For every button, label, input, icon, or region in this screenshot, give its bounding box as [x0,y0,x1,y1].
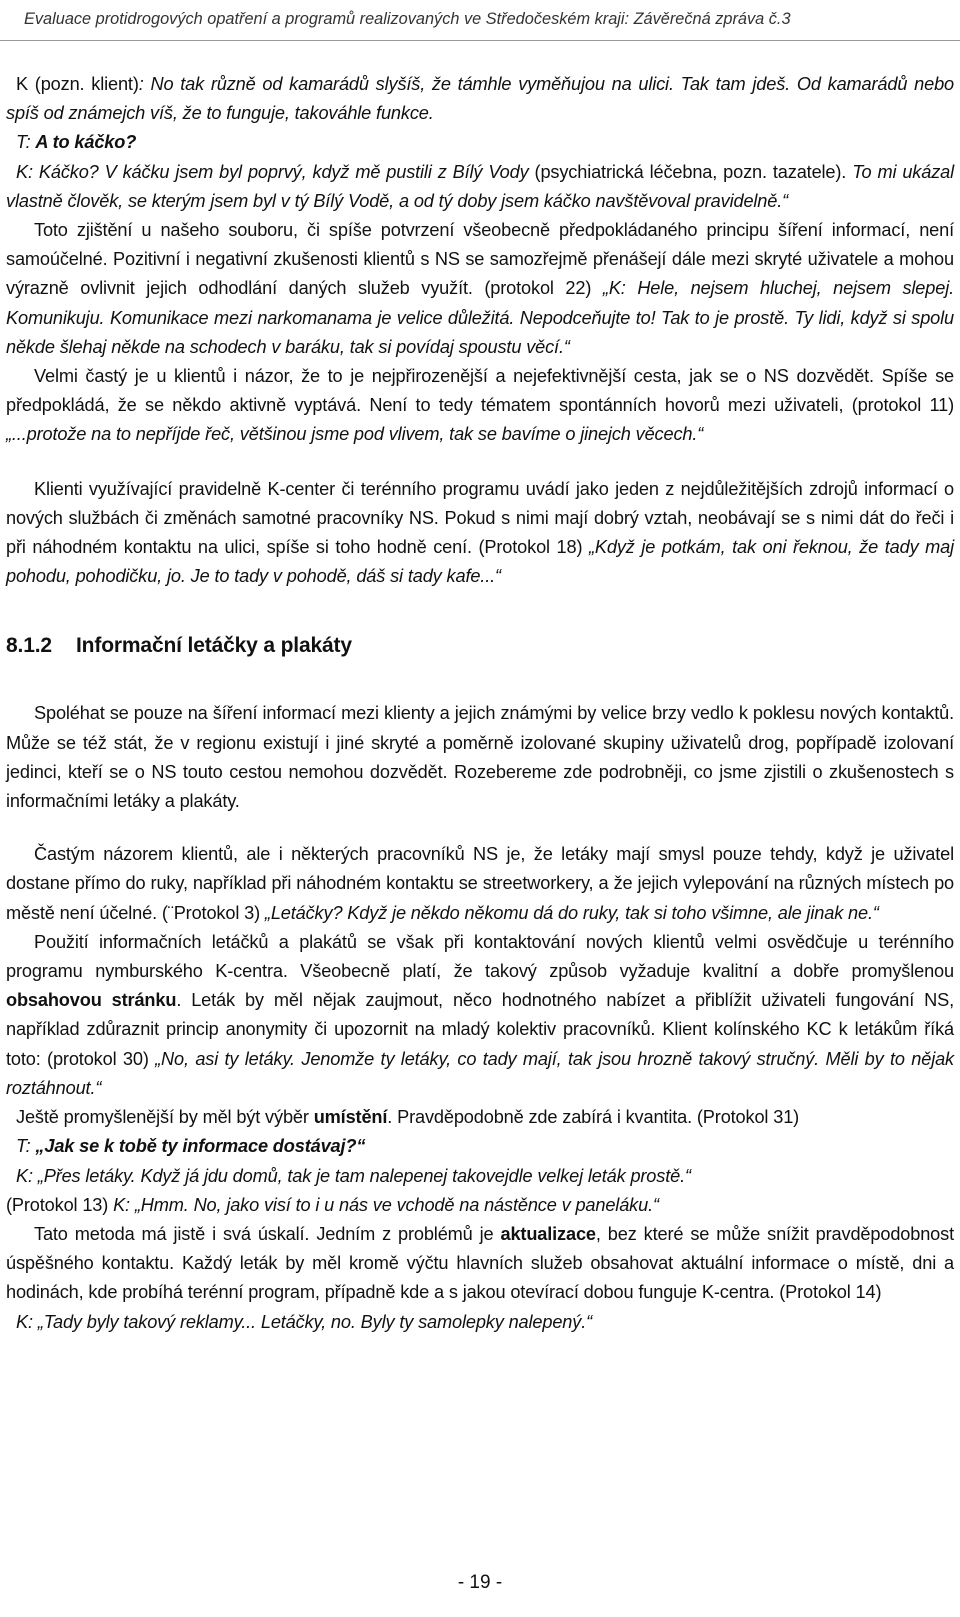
quote: K: „Hmm. No, jako visí to i u nás ve vchodě na nástěnce v paneláku.“ [113,1194,659,1215]
paragraph [6,1220,954,1308]
paragraph [6,362,954,450]
paragraph [6,1191,954,1220]
text-run: K (pozn. klient) [16,74,139,94]
emphasis: aktualizace [500,1223,596,1244]
speaker: T: [16,132,36,153]
quote: K: „Přes letáky. Když já jdu domů, tak je tam nalepenej takovejdle velkej leták prostě.“ [16,1165,691,1186]
quote: „Jak se k tobě ty informace dostávaj?“ [35,1136,366,1157]
text-run: , bez které se může snížit pravděpodobnost úspěšného kontaktu. Každý leták by měl kromě výčtu hlavních služeb obsahovat aktuální informace o místě, dni a hodinách, kde probíhá terénní program, případně kde a s jakou otevírací dobou funguje K-centra. (Protokol 14) [6,1223,954,1303]
emphasis: obsahovou stránku [6,990,177,1011]
paragraph [6,1103,954,1132]
quote: K: „Tady byly takový reklamy... Letáčky, no. Byly ty samolepky nalepený.“ [16,1311,593,1332]
section-title: Informační letáčky a plakáty [76,634,352,658]
text-run: (Protokol 13) [6,1194,114,1215]
quote: „...protože na to nepříjde řeč, většinou jsme pod vlivem, tak se bavíme o jinejch věcech.“ [6,424,704,445]
text-run: Toto zjištění u našeho souboru, či spíše potvrzení všeobecně předpokládaného principu šíření informací, není samoúčelné. Pozitivní i negativní zkušenosti klientů s NS se samozřejmě přenášejí dále mezi skryté uživatele a mohou výrazně ovlivnit jejich odhodlání daných služeb využít. (protokol 22) [6,220,954,299]
text-run: Ještě promyšlenější by měl být výběr [16,1107,314,1128]
paragraph [6,216,954,362]
section-number: 8.1.2 [6,634,52,658]
text-run: . Pravděpodobně zde zabírá i kvantita. (Protokol 31) [387,1107,800,1128]
paragraph [6,70,954,128]
paragraph [6,1308,954,1337]
quote: „Když je potkám, tak oni řeknou, že tady maj pohodu, pohodičku, jo. Je to tady v pohodě, dáš si tady kafe...“ [6,537,954,587]
paragraph [6,128,954,157]
quote: „Letáčky? Když je někdo někomu dá do ruky, tak si toho všimne, ale jinak ne.“ [264,902,879,923]
quote: : No tak různě od kamarádů slyšíš, že támhle vyměňujou na ulici. Tak tam jdeš. Od kamarádů nebo spíš od známejch víš, že to funguje, takováhle funkce. [6,74,954,124]
paragraph [6,475,954,592]
quote: „No, asi ty letáky. Jenomže ty letáky, co tady mají, tak jsou hrozně takový stručný. Měli by to nějak roztáhnout.“ [6,1048,954,1098]
quote: K: Káčko? V káčku jsem byl poprvý, když mě pustili z Bílý Vody [16,161,535,182]
paragraph [6,158,954,216]
paragraph [6,1162,954,1191]
paragraph: Spoléhat se pouze na šíření informací mezi klienty a jejich známými by velice brzy vedlo k poklesu nových kontaktů. Může se též stát, že v regionu existují i jiné skryté a poměrně izolované skupiny uživatelů drog, popřípadě izolovaní jedinci, kteří se o NS touto cestou nemohou dozvědět. Rozebereme zde podrobněji, co jsme zjistili o zkušenostech s informačními letáky a plakáty. [6,703,954,812]
running-header [0,0,960,41]
quote: A to káčko? [35,132,137,153]
paragraph [6,928,954,1103]
text-run: Velmi častý je u klientů i názor, že to je nejpřirozenější a nejefektivnější cesta, jak se o NS dozvědět. Spíše se předpokládá, že se někdo aktivně vyptává. Není to tedy tématem spontánních hovorů mezi uživateli, (protokol 11) [6,366,954,416]
text-run: . Leták by měl nějak zaujmout, něco hodnotného nabízet a přiblížit uživateli fungování NS, například zdůraznit princip anonymity či upozornit na mladý kolektiv pracovníků. Klient kolínského KC k letákům říká toto: (protokol 30) [6,990,954,1069]
paragraph [6,1132,954,1161]
header-title: Evaluace protidrogových opatření a programů realizovaných ve Středočeském kraji: Závěrečná zpráva č.3 [24,9,791,28]
emphasis: umístění [313,1107,388,1128]
body-text [6,70,954,1337]
text-run: Tato metoda má jistě i svá úskalí. Jedním z problémů je [34,1223,501,1244]
quote: To mi ukázal vlastně člověk, se kterým jsem byl v tý Bílý Vodě, a od tý doby jsem káčko navštěvoval pravidelně.“ [6,161,954,211]
page-number: - 19 - [457,1572,503,1593]
text-run: (psychiatrická léčebna, pozn. tazatele). [534,161,847,182]
section-heading [6,631,954,661]
speaker: T: [16,1136,36,1157]
quote: „K: Hele, nejsem hluchej, nejsem slepej. Komunikuju. Komunikace mezi narkomanama je velice důležitá. Nepodceňujte to! Tak to je prostě. Ty lidi, když si spolu někde šlehaj někde na schodech v baráku, tak si povídaj spoustu věcí.“ [6,278,954,357]
text-run: Častým názorem klientů, ale i některých pracovníků NS je, že letáky mají smysl pouze tehdy, když je uživatel dostane přímo do ruky, například při náhodném kontaktu se streetworkery, a že jejich vylepování na různých místech po městě není účelné. (¨Protokol 3) [6,844,954,923]
paragraph [6,840,954,928]
text-run: Klienti využívající pravidelně K-center či terénního programu uvádí jako jeden z nejdůležitějších zdrojů informací o nových službách či změnách samotné pracovníky NS. Pokud s nimi mají dobrý vztah, neobávají se s nimi dát do řeči i při náhodném kontaktu na ulici, spíše si toho hodně cení. (Protokol 18) [6,478,954,558]
text-run: Použití informačních letáčků a plakátů se však při kontaktování nových klientů velmi osvědčuje u terénního programu nymburského K-centra. Všeobecně platí, že takový způsob vyžaduje kvalitní a dobře promyšlenou [6,931,954,982]
